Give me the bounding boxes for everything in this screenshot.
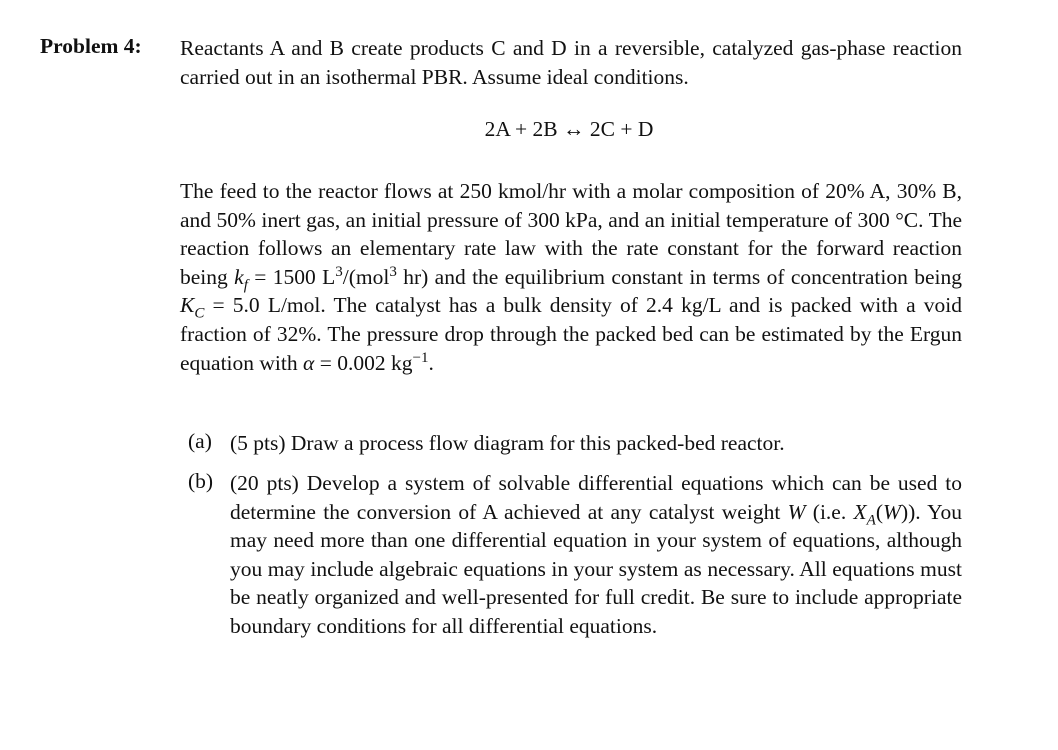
alpha-end: .: [428, 350, 434, 375]
part-b-text-3: . You may need more than one differential equation in your system of equations, although you may include algebraic equations in your system as necessary. All equations must be neatly organized and well-presented for full credit. Be sure to include appropriate boundary conditions for all differential equations.: [230, 499, 962, 638]
reaction-equation: 2A + 2B ↔ 2C + D: [484, 117, 654, 141]
w-symbol: W: [787, 499, 806, 524]
part-b-text-1: (20 pts) Develop a system of solvable differential equations which can be used to determine the conversion of A achieved at any catalyst weight: [230, 471, 962, 524]
part-a: [188, 429, 962, 458]
xa-subscript: A: [866, 511, 876, 528]
alpha-symbol: α: [303, 350, 315, 375]
xa-w: W: [883, 499, 901, 524]
kc-value: = 5.0 L/mol. The catalyst has a bulk density of 2.4 kg/L and is packed with a void fraction of 32%. The pressure drop through the packed bed can be estimated by the Ergun equation with: [180, 293, 962, 375]
part-a-tag: (a): [188, 429, 212, 453]
part-b-tag: (b): [188, 469, 214, 493]
kf-unit-end: hr) and the equilibrium constant in terms of concentration being: [396, 264, 962, 289]
part-a-text: (5 pts) Draw a process flow diagram for this packed-bed reactor.: [230, 431, 785, 455]
alpha-value: = 0.002 kg: [314, 350, 413, 375]
kf-unit-exponent: 3: [389, 263, 397, 280]
part-b-text-2: (i.e.: [805, 499, 854, 524]
problem-label: Problem 4:: [40, 34, 142, 58]
kf-subscript: f: [243, 277, 248, 294]
xa-open: (: [875, 499, 884, 524]
kf-symbol: k: [234, 264, 244, 289]
xa-symbol: X: [853, 499, 867, 524]
problem-intro: Reactants A and B create products C and D in a reversible, catalyzed gas-phase reaction carried out in an isothermal PBR. Assume ideal conditions.: [180, 36, 962, 89]
description-text-1: The feed to the reactor flows at 250 kmol/hr with a molar composition of 20% A, 30% B, and 50% inert gas, an initial pressure of 300 kPa, and an initial temperature of 300 °C. The reaction follows an elementary rate law with the rate constant for the forward reaction being: [180, 179, 962, 289]
part-b-text: [230, 469, 962, 641]
xa-close: )): [900, 499, 916, 524]
kf-exponent: 3: [335, 263, 343, 280]
kc-subscript: C: [194, 305, 205, 322]
kf-value: = 1500 L: [247, 264, 336, 289]
problem-description: [180, 177, 962, 377]
part-b: [188, 469, 962, 641]
alpha-exponent: −1: [412, 349, 429, 366]
kf-unit-mid: /(mol: [342, 264, 390, 289]
kc-symbol: K: [180, 293, 195, 318]
